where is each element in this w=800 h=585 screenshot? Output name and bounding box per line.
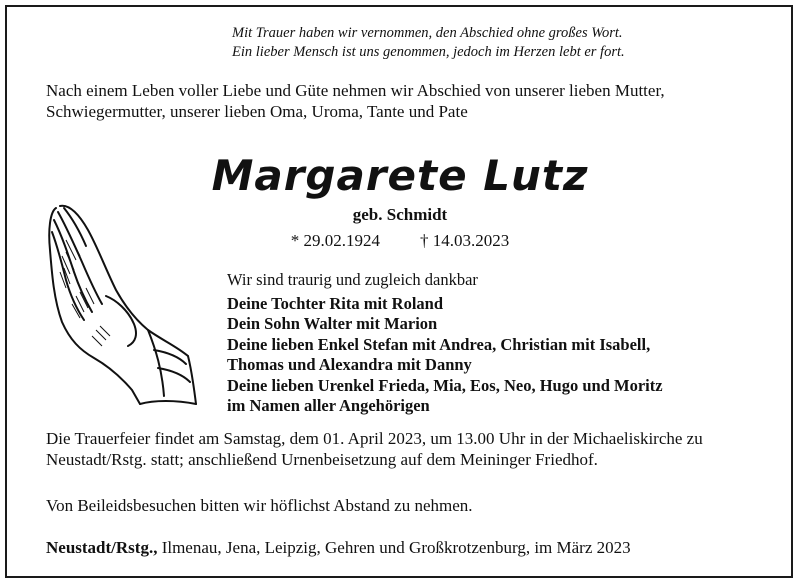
motto-line-2: Ein lieber Mensch ist uns genommen, jedoch im Herzen lebt er fort. bbox=[232, 44, 625, 60]
family-member: Deine lieben Urenkel Frieda, Mia, Eos, Neo, Hugo und Moritz bbox=[227, 375, 663, 395]
praying-hands-icon bbox=[36, 200, 206, 410]
birth-date: * 29.02.1924 bbox=[290, 231, 380, 250]
family-member: Deine lieben Enkel Stefan mit Andrea, Christian mit Isabell, bbox=[227, 334, 651, 354]
family-member: Deine Tochter Rita mit Roland bbox=[227, 293, 444, 313]
family-lead: Wir sind traurig und zugleich dankbar bbox=[227, 270, 478, 289]
family-member: Dein Sohn Walter mit Marion bbox=[227, 314, 438, 333]
intro-text: Nach einem Leben voller Liebe und Güte nehmen wir Abschied von unserer lieben Mutter, Schwiegermutter, unserer lieben Oma, Uroma, Tante und Pate bbox=[46, 81, 665, 121]
birth-name: geb. Schmidt bbox=[352, 205, 448, 224]
places-line bbox=[46, 537, 766, 558]
motto-line-1: Mit Trauer haben wir vernommen, den Abschied ohne großes Wort. bbox=[232, 25, 623, 41]
motto-verse bbox=[232, 24, 752, 62]
ceremony-text: Die Trauerfeier findet am Samstag, dem 01. April 2023, um 13.00 Uhr in der Michaeliskirche zu Neustadt/Rstg. statt; anschließend Urnenbeisetzung auf dem Meininger Friedhof. bbox=[46, 429, 703, 469]
family-member: Thomas und Alexandra mit Danny bbox=[227, 355, 472, 374]
family-member: im Namen aller Angehörigen bbox=[227, 396, 430, 415]
place-main: Neustadt/Rstg., bbox=[46, 538, 158, 557]
family-list bbox=[227, 270, 787, 417]
death-date: † 14.03.2023 bbox=[420, 231, 510, 250]
deceased-name: Margarete Lutz bbox=[211, 151, 589, 200]
place-rest: Ilmenau, Jena, Leipzig, Gehren und Großkrotzenburg, im März 2023 bbox=[157, 538, 631, 557]
condolence-note: Von Beileidsbesuchen bitten wir höflichst Abstand zu nehmen. bbox=[46, 496, 473, 515]
